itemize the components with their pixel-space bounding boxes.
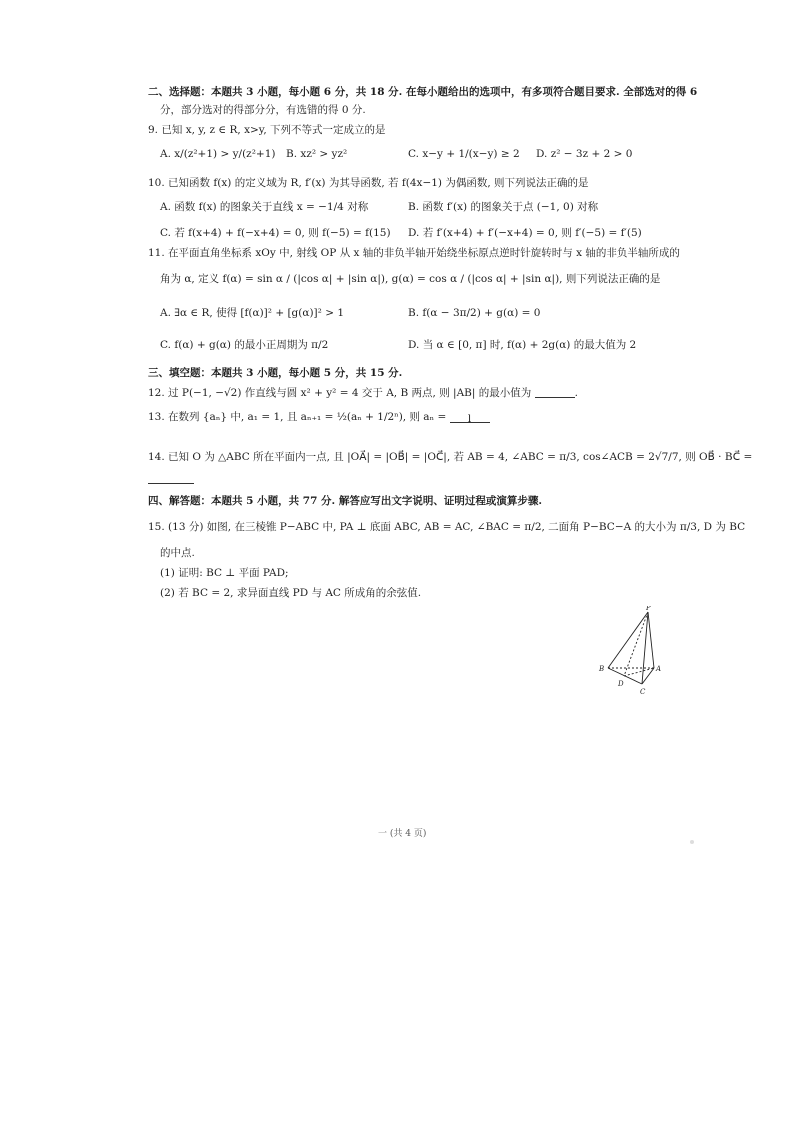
label-b: B bbox=[599, 665, 605, 673]
q12-stem: 12. 过 P(−1, −√2) 作直线与圆 x² + y² = 4 交于 A, B 两点, 则 |AB| 的最小值为 bbox=[148, 387, 532, 399]
edge-pd bbox=[624, 612, 648, 676]
q11-stem-line1: 11. 在平面直角坐标系 xOy 中, 射线 OP 从 x 轴的非负半轴开始绕坐标原点逆时针旋转时与 x 轴的非负半轴所成的 bbox=[148, 247, 680, 259]
q15-stem-line2: 的中点. bbox=[160, 547, 195, 559]
q11-option-c: C. f(α) + g(α) 的最小正周期为 π/2 bbox=[160, 339, 329, 351]
q13-answer-blank bbox=[450, 412, 490, 423]
q9-option-d: D. z² − 3z + 2 > 0 bbox=[536, 148, 633, 160]
q11-option-b: B. f(α − 3π/2) + g(α) = 0 bbox=[408, 307, 541, 319]
q10-option-c: C. 若 f(x+4) + f(−x+4) = 0, 则 f(−5) = f(15) bbox=[160, 227, 391, 239]
q14-answer-blank bbox=[148, 473, 194, 484]
q12-period: . bbox=[574, 387, 578, 399]
q9-option-c: C. x−y + 1/(x−y) ≥ 2 bbox=[408, 148, 520, 160]
q9-option-a: A. x/(z²+1) > y/(z²+1) bbox=[160, 148, 276, 160]
q10-stem: 10. 已知函数 f(x) 的定义域为 R, f′(x) 为其导函数, 若 f(4x−1) 为偶函数, 则下列说法正确的是 bbox=[148, 177, 589, 189]
section4-header: 四、解答题：本题共 5 小题，共 77 分. 解答应写出文字说明、证明过程或演算步骤. bbox=[148, 495, 543, 507]
section3-header: 三、填空题：本题共 3 小题，每小题 5 分，共 15 分. bbox=[148, 367, 403, 379]
section2-header: 二、选择题：本题共 3 小题，每小题 6 分，共 18 分. 在每小题给出的选项中，有多项符合题目要求. 全部选对的得 6 bbox=[148, 86, 698, 98]
q12-text bbox=[148, 386, 578, 400]
q15-part2: (2) 若 BC = 2, 求异面直线 PD 与 AC 所成角的余弦值. bbox=[160, 587, 422, 599]
page-footer: 一 (共 4 页) bbox=[378, 829, 427, 839]
q13-text bbox=[148, 410, 490, 424]
label-c: C bbox=[640, 688, 646, 696]
edge-pa bbox=[648, 612, 654, 668]
q10-option-d: D. 若 f′(x+4) + f′(−x+4) = 0, 则 f′(−5) = f′(5) bbox=[408, 227, 642, 239]
q13-handwritten-answer: l bbox=[467, 413, 472, 425]
q10-option-b: B. 函数 f′(x) 的图象关于点 (−1, 0) 对称 bbox=[408, 201, 599, 213]
q11-option-a: A. ∃α ∈ R, 使得 [f(α)]² + [g(α)]² > 1 bbox=[160, 307, 345, 319]
pyramid-figure bbox=[596, 606, 666, 704]
scan-speck bbox=[690, 840, 694, 844]
edge-da bbox=[624, 668, 654, 676]
q11-stem-line2: 角为 α, 定义 f(α) = sin α / (|cos α| + |sin α|), g(α) = cos α / (|cos α| + |sin α|), 则下列说法正确的是 bbox=[160, 273, 661, 285]
label-p: P bbox=[646, 606, 651, 612]
q9-stem: 9. 已知 x, y, z ∈ R, x>y, 下列不等式一定成立的是 bbox=[148, 124, 386, 136]
q13-stem: 13. 在数列 {aₙ} 中, a₁ = 1, 且 aₙ₊₁ = ½(aₙ + 1/2ⁿ), 则 aₙ = bbox=[148, 411, 447, 423]
q12-answer-blank bbox=[535, 387, 575, 398]
q14-text: 14. 已知 O 为 △ABC 所在平面内一点, 且 |OA⃗| = |OB⃗| = |OC⃗|, 若 AB = 4, ∠ABC = π/3, cos∠ACB = 2√7/7, 则 OB⃗ · BC⃗ = bbox=[148, 451, 753, 463]
edge-pb bbox=[608, 612, 648, 668]
label-d: D bbox=[618, 680, 624, 688]
section2-header-cont: 分，部分选对的得部分分，有选错的得 0 分. bbox=[160, 104, 366, 116]
q14-answer-blank-row bbox=[148, 472, 194, 486]
q15-part1: (1) 证明: BC ⊥ 平面 PAD; bbox=[160, 567, 289, 579]
q15-stem-line1: 15. (13 分) 如图, 在三棱锥 P−ABC 中, PA ⊥ 底面 ABC, AB = AC, ∠BAC = π/2, 二面角 P−BC−A 的大小为 π/3, D 为 BC bbox=[148, 521, 746, 533]
label-a: A bbox=[656, 665, 662, 673]
q10-option-a: A. 函数 f(x) 的图象关于直线 x = −1/4 对称 bbox=[160, 201, 369, 213]
edge-pc bbox=[642, 612, 648, 684]
q9-option-b: B. xz² > yz² bbox=[286, 148, 348, 160]
q11-option-d: D. 当 α ∈ [0, π] 时, f(α) + 2g(α) 的最大值为 2 bbox=[408, 339, 637, 351]
